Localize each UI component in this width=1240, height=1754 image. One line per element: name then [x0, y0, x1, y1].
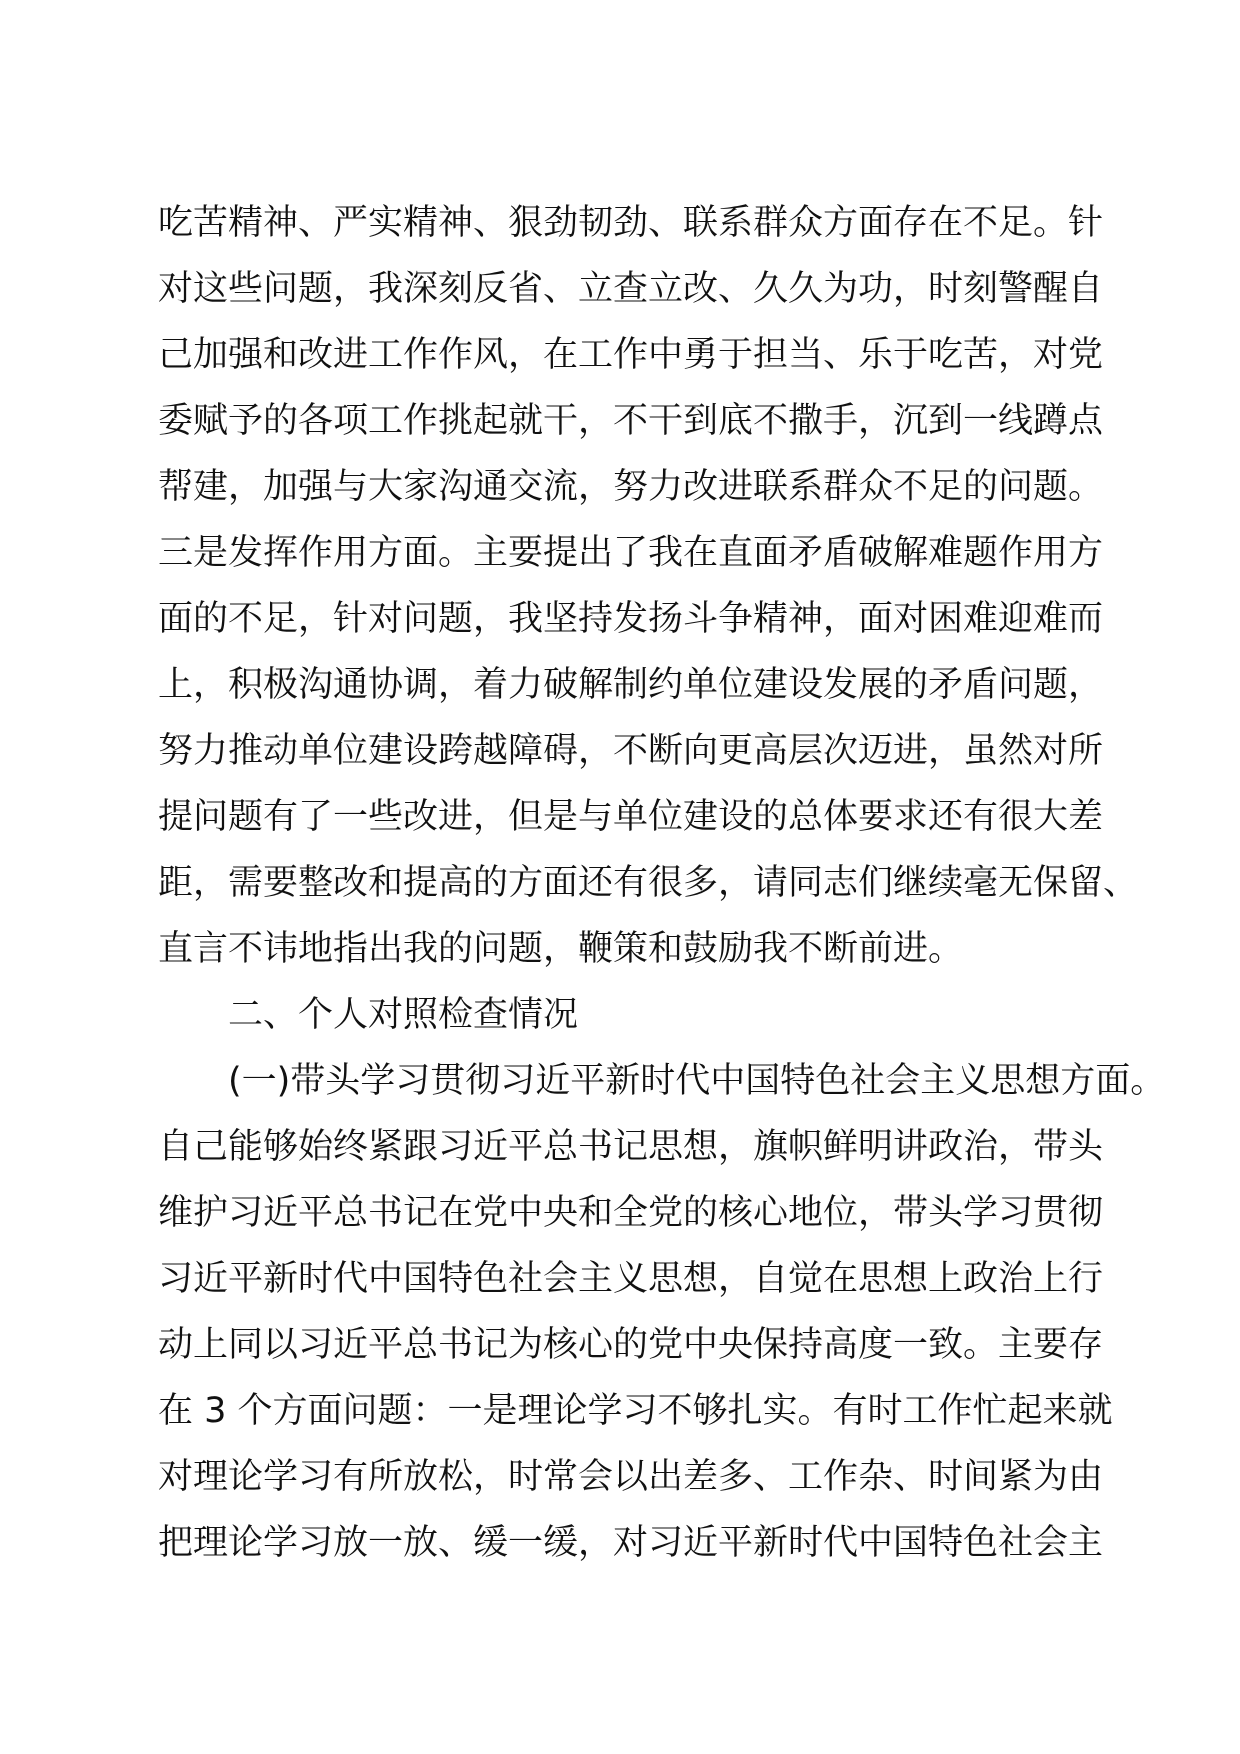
text-line: 维护习近平总书记在党中央和全党的核心地位，带头学习贯彻	[158, 1193, 1104, 1233]
subsection-heading: (一)带头学习贯彻习近平新时代中国特色社会主义思想方面。	[228, 1061, 1166, 1101]
text-line: 对这些问题，我深刻反省、立查立改、久久为功，时刻警醒自	[158, 269, 1104, 309]
text-line: 吃苦精神、严实精神、狠劲韧劲、联系群众方面存在不足。针	[158, 203, 1104, 243]
text-line: 上，积极沟通协调，着力破解制约单位建设发展的矛盾问题，	[158, 665, 1104, 705]
document-body	[158, 190, 1166, 1576]
text-line: 自己能够始终紧跟习近平总书记思想，旗帜鲜明讲政治，带头	[158, 1127, 1104, 1167]
text-line: 距，需要整改和提高的方面还有很多，请同志们继续毫无保留、	[158, 863, 1139, 903]
text-line: 三是发挥作用方面。主要提出了我在直面矛盾破解难题作用方	[158, 533, 1104, 573]
text-line: 面的不足，针对问题，我坚持发扬斗争精神，面对困难迎难而	[158, 599, 1104, 639]
text-line: 努力推动单位建设跨越障碍，不断向更高层次迈进，虽然对所	[158, 731, 1104, 771]
text-line: 动上同以习近平总书记为核心的党中央保持高度一致。主要存	[158, 1325, 1104, 1365]
text-line: 提问题有了一些改进，但是与单位建设的总体要求还有很大差	[158, 797, 1104, 837]
text-line: 把理论学习放一放、缓一缓，对习近平新时代中国特色社会主	[158, 1523, 1104, 1563]
text-line: 己加强和改进工作作风，在工作中勇于担当、乐于吃苦，对党	[158, 335, 1104, 375]
text-line: 在 3 个方面问题：一是理论学习不够扎实。有时工作忙起来就	[158, 1391, 1113, 1431]
section-heading: 二、个人对照检查情况	[228, 995, 579, 1035]
text-line: 直言不讳地指出我的问题，鞭策和鼓励我不断前进。	[158, 929, 964, 969]
text-line: 委赋予的各项工作挑起就干，不干到底不撒手，沉到一线蹲点	[158, 401, 1104, 441]
text-line: 帮建，加强与大家沟通交流，努力改进联系群众不足的问题。	[158, 467, 1104, 507]
text-line: 对理论学习有所放松，时常会以出差多、工作杂、时间紧为由	[158, 1457, 1104, 1497]
text-line: 习近平新时代中国特色社会主义思想，自觉在思想上政治上行	[158, 1259, 1104, 1299]
